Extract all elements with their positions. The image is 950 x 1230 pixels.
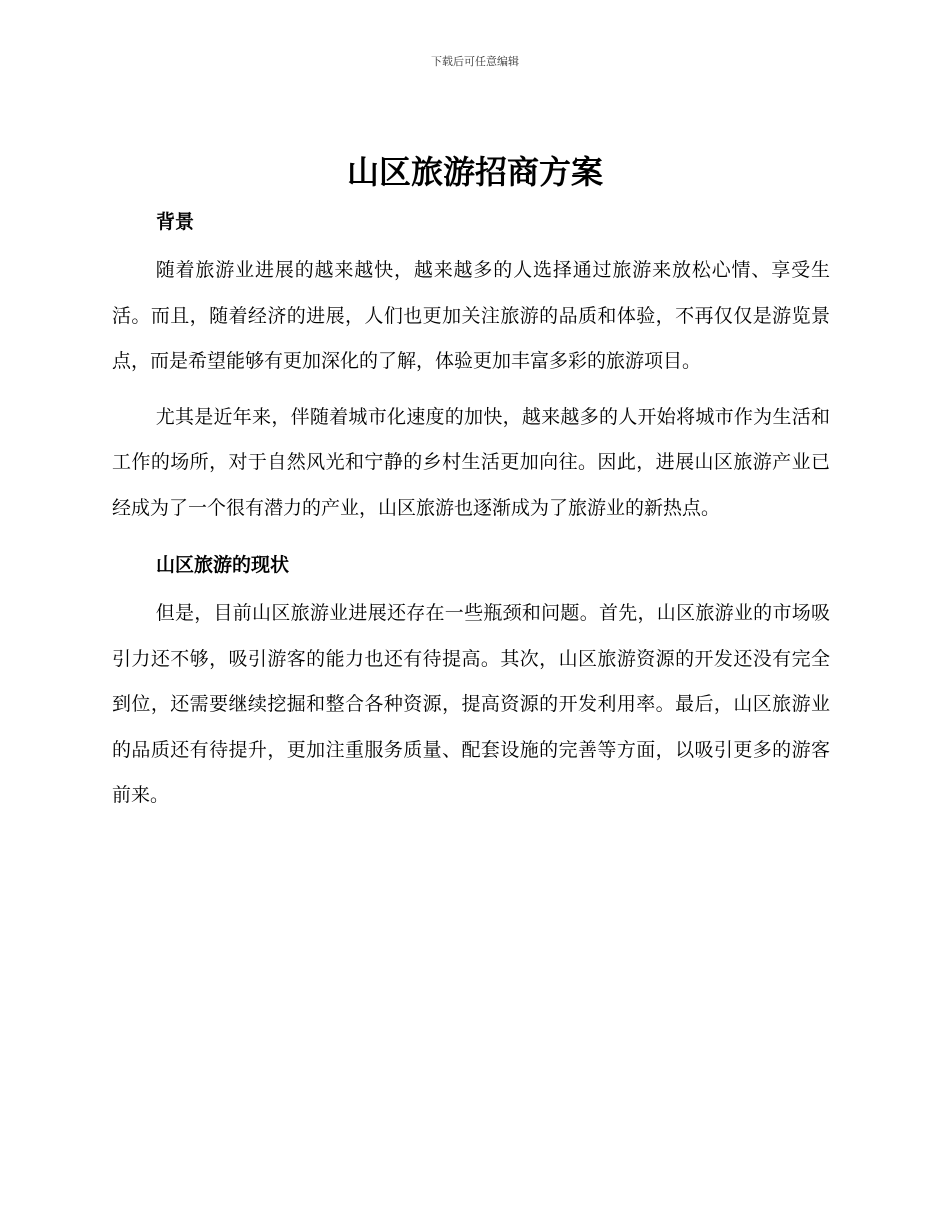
document-title: 山区旅游招商方案 xyxy=(346,153,603,191)
section-heading-status: 山区旅游的现状 xyxy=(156,554,290,576)
document-body xyxy=(112,204,830,829)
paragraph: 但是，目前山区旅游业进展还存在一些瓶颈和问题。首先，山区旅游业的市场吸引力还不够，吸引游客的能力也还有待提高。其次，山区旅游资源的开发还没有完全到位，还需要继续挖掘和整合各种资源，提高资源的开发利用率。最后，山区旅游业的品质还有待提升，更加注重服务质量、配套设施的完善等方面，以吸引更多的游客前来。 xyxy=(112,602,830,806)
section-heading-background: 背景 xyxy=(156,211,195,233)
page-header-note: 下载后可任意编辑 xyxy=(431,55,519,68)
paragraph: 随着旅游业进展的越来越快，越来越多的人选择通过旅游来放松心情、享受生活。而且，随着经济的进展，人们也更加关注旅游的品质和体验，不再仅仅是游览景点，而是希望能够有更加深化的了解，体验更加丰富多彩的旅游项目。 xyxy=(112,259,830,372)
paragraph: 尤其是近年来，伴随着城市化速度的加快，越来越多的人开始将城市作为生活和工作的场所，对于自然风光和宁静的乡村生活更加向往。因此，进展山区旅游产业已经成为了一个很有潜力的产业，山区旅游也逐渐成为了旅游业的新热点。 xyxy=(112,405,830,519)
